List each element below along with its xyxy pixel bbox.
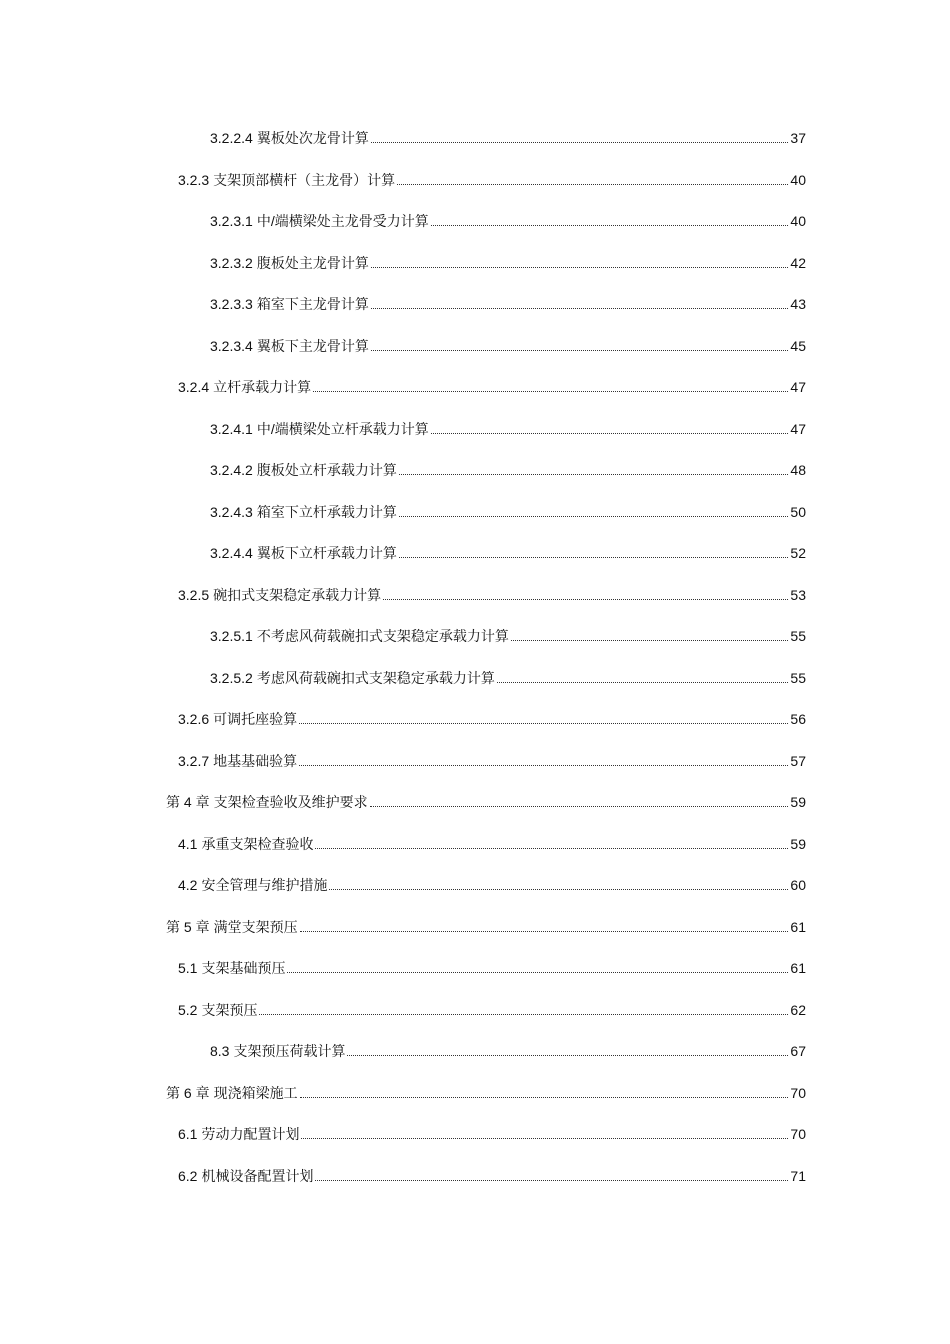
toc-section-number: 3.2.2.4 — [210, 130, 253, 146]
toc-entry[interactable] — [178, 1120, 806, 1144]
toc-entry[interactable] — [166, 788, 806, 812]
toc-chapter-title: 满堂支架预压 — [213, 919, 298, 935]
toc-entry[interactable] — [178, 747, 806, 771]
toc-page-number: 55 — [790, 628, 806, 644]
toc-section-title: 腹板处立杆承载力计算 — [256, 462, 397, 478]
toc-section-number: 4.2 — [178, 877, 198, 893]
toc-page-number: 70 — [790, 1085, 806, 1101]
toc-section-title: 承重支架检查验收 — [201, 836, 314, 852]
toc-chapter-number: 第 6 章 — [166, 1085, 210, 1101]
toc-dot-leader — [315, 1166, 788, 1186]
toc-dot-leader — [287, 958, 788, 978]
toc-section-number: 3.2.5 — [178, 587, 210, 603]
toc-page-number: 47 — [790, 379, 806, 395]
toc-section-number: 3.2.4.3 — [210, 504, 253, 520]
toc-dot-leader — [399, 502, 788, 522]
toc-page-number: 71 — [790, 1168, 806, 1184]
toc-section-title: 中/端横梁处主龙骨受力计算 — [256, 213, 429, 229]
toc-entry[interactable] — [210, 332, 806, 356]
toc-entry[interactable] — [178, 954, 806, 978]
toc-dot-leader — [299, 751, 788, 771]
toc-chapter-title: 现浇箱梁施工 — [213, 1085, 298, 1101]
toc-chapter-title: 支架检查验收及维护要求 — [213, 794, 368, 810]
toc-section-title: 腹板处主龙骨计算 — [256, 255, 369, 271]
toc-entry[interactable] — [210, 249, 806, 273]
toc-section-number: 3.2.3.2 — [210, 255, 253, 271]
toc-section-number: 5.1 — [178, 960, 198, 976]
toc-entry[interactable] — [166, 913, 806, 937]
toc-page-number: 61 — [790, 960, 806, 976]
toc-section-number: 3.2.5.2 — [210, 670, 253, 686]
toc-page-number: 47 — [790, 421, 806, 437]
toc-section-title: 支架预压荷载计算 — [233, 1043, 346, 1059]
toc-entry[interactable] — [178, 166, 806, 190]
toc-section-title: 立杆承载力计算 — [213, 379, 312, 395]
toc-section-title: 支架顶部横杆（主龙骨）计算 — [213, 172, 396, 188]
toc-section-number: 3.2.6 — [178, 711, 210, 727]
toc-dot-leader — [431, 419, 788, 439]
toc-dot-leader — [301, 1124, 788, 1144]
toc-page-number: 59 — [790, 836, 806, 852]
toc-dot-leader — [511, 626, 788, 646]
toc-page-number: 52 — [790, 545, 806, 561]
toc-page-number: 37 — [790, 130, 806, 146]
toc-page-number: 60 — [790, 877, 806, 893]
toc-dot-leader — [370, 792, 788, 812]
toc-dot-leader — [300, 917, 788, 937]
toc-dot-leader — [371, 294, 788, 314]
toc-entry[interactable] — [178, 705, 806, 729]
toc-page-number: 67 — [790, 1043, 806, 1059]
toc-dot-leader — [431, 211, 788, 231]
toc-entry[interactable] — [178, 373, 806, 397]
toc-dot-leader — [371, 128, 788, 148]
toc-page-number: 70 — [790, 1126, 806, 1142]
toc-entry[interactable] — [210, 290, 806, 314]
toc-entry[interactable] — [210, 539, 806, 563]
toc-entry[interactable] — [178, 871, 806, 895]
toc-section-title: 安全管理与维护措施 — [201, 877, 328, 893]
toc-page-number: 62 — [790, 1002, 806, 1018]
toc-entry[interactable] — [210, 207, 806, 231]
toc-section-number: 3.2.3.4 — [210, 338, 253, 354]
toc-entry[interactable] — [210, 498, 806, 522]
toc-section-title: 中/端横梁处立杆承载力计算 — [256, 421, 429, 437]
toc-section-number: 3.2.3 — [178, 172, 210, 188]
toc-section-title: 机械设备配置计划 — [201, 1168, 314, 1184]
toc-section-number: 3.2.4.1 — [210, 421, 253, 437]
toc-entry[interactable] — [210, 622, 806, 646]
toc-section-number: 6.2 — [178, 1168, 198, 1184]
toc-page-number: 42 — [790, 255, 806, 271]
toc-section-title: 支架基础预压 — [201, 960, 286, 976]
toc-page-number: 50 — [790, 504, 806, 520]
toc-section-number: 6.1 — [178, 1126, 198, 1142]
toc-section-number: 3.2.4.2 — [210, 462, 253, 478]
toc-section-number: 8.3 — [210, 1043, 230, 1059]
toc-entry[interactable] — [210, 664, 806, 688]
toc-section-number: 3.2.4.4 — [210, 545, 253, 561]
toc-section-title: 翼板下主龙骨计算 — [256, 338, 369, 354]
toc-page-number: 40 — [790, 213, 806, 229]
toc-entry[interactable] — [166, 1079, 806, 1103]
toc-dot-leader — [259, 1000, 788, 1020]
toc-section-title: 碗扣式支架稳定承载力计算 — [213, 587, 382, 603]
toc-section-title: 考虑风荷载碗扣式支架稳定承载力计算 — [256, 670, 495, 686]
toc-page-number: 57 — [790, 753, 806, 769]
toc-page-number: 40 — [790, 172, 806, 188]
toc-entry[interactable] — [178, 1162, 806, 1186]
toc-dot-leader — [371, 336, 788, 356]
toc-dot-leader — [399, 460, 788, 480]
toc-dot-leader — [347, 1041, 788, 1061]
toc-section-title: 翼板下立杆承载力计算 — [256, 545, 397, 561]
toc-section-title: 翼板处次龙骨计算 — [256, 130, 369, 146]
toc-chapter-number: 第 4 章 — [166, 794, 210, 810]
toc-entry[interactable] — [210, 124, 806, 148]
toc-section-number: 3.2.5.1 — [210, 628, 253, 644]
toc-dot-leader — [497, 668, 788, 688]
toc-dot-leader — [399, 543, 788, 563]
toc-section-title: 箱室下主龙骨计算 — [256, 296, 369, 312]
toc-section-number: 4.1 — [178, 836, 198, 852]
toc-entry[interactable] — [178, 996, 806, 1020]
toc-page-number: 55 — [790, 670, 806, 686]
toc-entry[interactable] — [178, 581, 806, 605]
toc-dot-leader — [383, 585, 788, 605]
toc-section-title: 可调托座验算 — [213, 711, 298, 727]
toc-chapter-number: 第 5 章 — [166, 919, 210, 935]
toc-section-title: 支架预压 — [201, 1002, 258, 1018]
toc-section-title: 劳动力配置计划 — [201, 1126, 300, 1142]
toc-page-number: 56 — [790, 711, 806, 727]
toc-section-number: 3.2.3.1 — [210, 213, 253, 229]
toc-dot-leader — [300, 1083, 788, 1103]
toc-entry[interactable] — [210, 456, 806, 480]
toc-page-number: 45 — [790, 338, 806, 354]
toc-entry[interactable] — [178, 830, 806, 854]
toc-entry[interactable] — [210, 1037, 806, 1061]
toc-page-number: 43 — [790, 296, 806, 312]
toc-dot-leader — [329, 875, 788, 895]
toc-section-title: 箱室下立杆承载力计算 — [256, 504, 397, 520]
toc-section-number: 3.2.3.3 — [210, 296, 253, 312]
toc-page-number: 53 — [790, 587, 806, 603]
toc-page-number: 61 — [790, 919, 806, 935]
toc-section-number: 3.2.4 — [178, 379, 210, 395]
toc-section-title: 地基基础验算 — [213, 753, 298, 769]
toc-dot-leader — [371, 253, 788, 273]
toc-section-number: 3.2.7 — [178, 753, 210, 769]
toc-page-number: 59 — [790, 794, 806, 810]
toc-page-number: 48 — [790, 462, 806, 478]
toc-dot-leader — [313, 377, 788, 397]
toc-dot-leader — [397, 170, 788, 190]
toc-section-number: 5.2 — [178, 1002, 198, 1018]
toc-section-title: 不考虑风荷载碗扣式支架稳定承载力计算 — [256, 628, 509, 644]
toc-dot-leader — [315, 834, 788, 854]
toc-dot-leader — [299, 709, 788, 729]
toc-entry[interactable] — [210, 415, 806, 439]
